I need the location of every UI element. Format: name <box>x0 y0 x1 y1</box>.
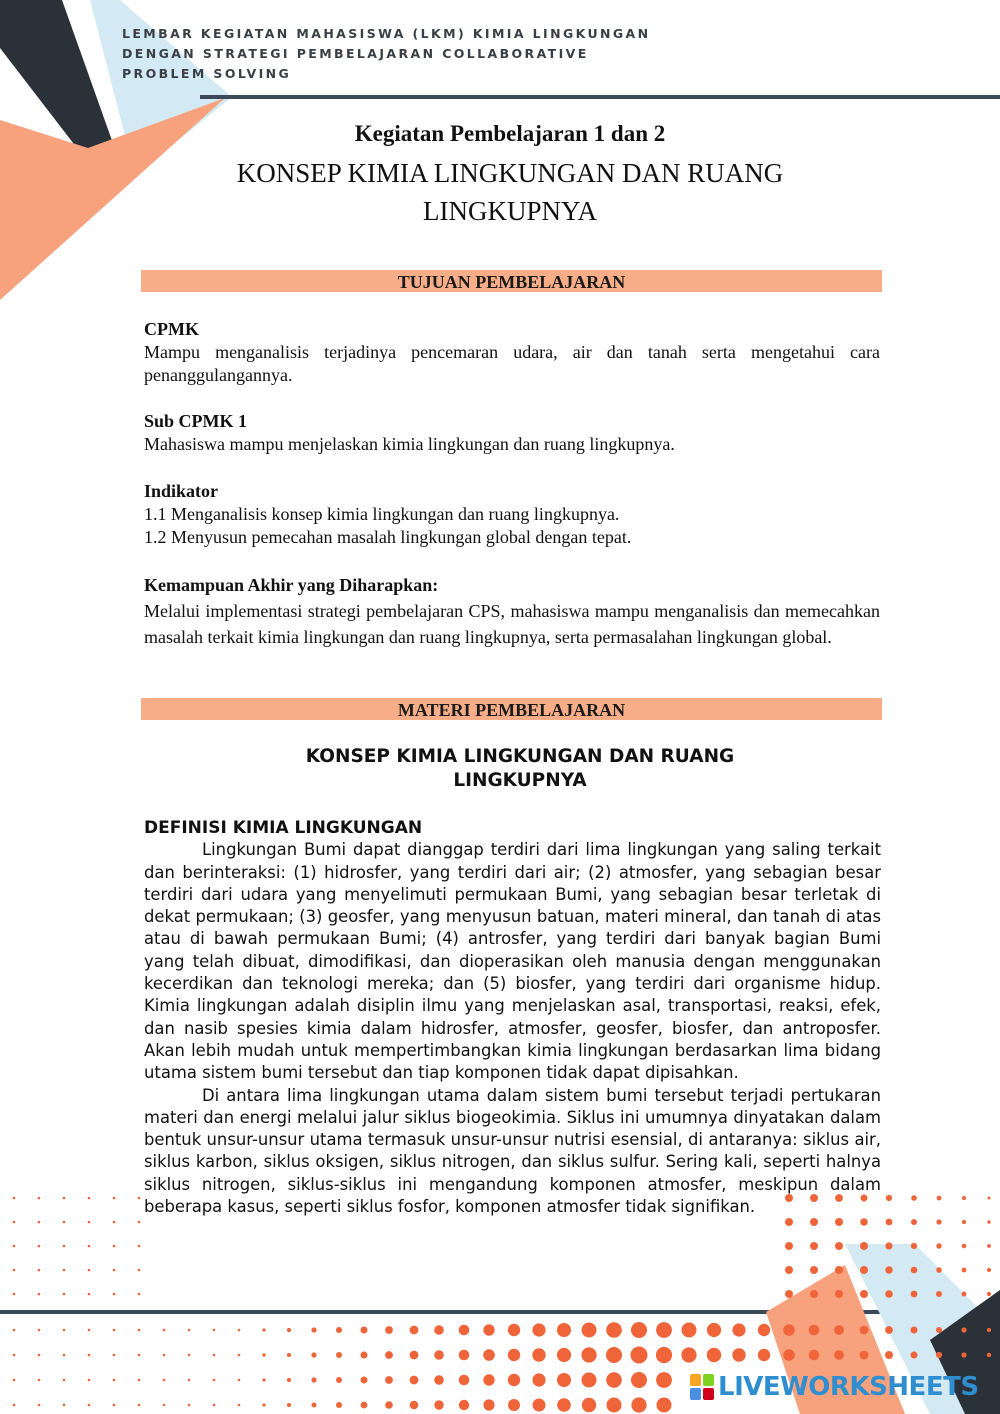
decorative-dot <box>113 1379 116 1382</box>
decorative-dot <box>557 1323 571 1337</box>
decorative-dot <box>63 1404 66 1407</box>
cpmk-label: CPMK <box>144 319 199 339</box>
decorative-dot <box>508 1399 520 1411</box>
liveworksheets-logo-icon <box>690 1374 714 1400</box>
decorative-dot <box>631 1372 647 1388</box>
decorative-dot <box>138 1329 141 1332</box>
decorative-dot <box>38 1354 41 1357</box>
decorative-dot <box>606 1372 622 1388</box>
decorative-dot <box>287 1328 291 1332</box>
decorative-dot <box>962 1220 966 1224</box>
decorative-dot <box>483 1349 495 1361</box>
document-header <box>122 24 651 84</box>
decorative-dot <box>434 1400 443 1409</box>
decorative-dot <box>238 1354 241 1357</box>
decorative-dot <box>911 1219 917 1225</box>
decorative-dot <box>459 1400 469 1410</box>
decorative-dot <box>163 1404 166 1407</box>
sub-cpmk-section <box>144 410 880 456</box>
watermark-text: LIVEWORKSHEETS <box>718 1372 979 1402</box>
decorative-dot <box>911 1195 917 1201</box>
decorative-dot <box>63 1293 66 1296</box>
decorative-dot <box>987 1328 991 1332</box>
decorative-dot <box>860 1266 868 1274</box>
decorative-dot <box>336 1402 342 1408</box>
kemampuan-section <box>144 572 880 650</box>
decorative-dot <box>385 1326 393 1334</box>
decorative-dot <box>287 1403 291 1407</box>
decorative-dot <box>885 1351 893 1359</box>
decorative-dot <box>961 1352 966 1357</box>
decorative-dot <box>483 1324 494 1335</box>
header-rule <box>200 95 1000 99</box>
decorative-dot <box>138 1404 141 1407</box>
definisi-label: DEFINISI KIMIA LINGKUNGAN <box>144 818 423 838</box>
header-line-3: PROBLEM SOLVING <box>122 66 292 81</box>
decorative-dot <box>860 1290 868 1298</box>
decorative-dot <box>311 1377 316 1382</box>
decorative-dot <box>88 1379 91 1382</box>
decorative-dot <box>410 1326 419 1335</box>
decorative-dot <box>936 1352 942 1358</box>
decorative-dot <box>38 1269 41 1272</box>
decorative-dot <box>606 1347 622 1363</box>
decorative-dot <box>656 1322 672 1338</box>
decorative-dot <box>38 1197 41 1200</box>
decorative-dot <box>262 1353 265 1356</box>
decorative-dot <box>13 1197 16 1200</box>
decorative-dot <box>459 1375 470 1386</box>
decorative-dot <box>113 1354 116 1357</box>
decorative-dot <box>385 1401 393 1409</box>
decorative-dot <box>886 1219 893 1226</box>
decorative-dot <box>213 1404 216 1407</box>
page-title-line-2: LINGKUPNYA <box>423 196 597 226</box>
decorative-dot <box>262 1378 265 1381</box>
decorative-dot <box>138 1197 141 1200</box>
decorative-dot <box>809 1325 820 1336</box>
cpmk-section <box>144 318 880 387</box>
decorative-dot <box>508 1349 520 1361</box>
decorative-dot <box>287 1353 291 1357</box>
decorative-dot <box>13 1404 16 1407</box>
decorative-dot <box>138 1293 141 1296</box>
decorative-dot <box>885 1326 893 1334</box>
decorative-dot <box>213 1354 216 1357</box>
decorative-dot <box>631 1347 648 1364</box>
decorative-dot <box>810 1218 818 1226</box>
decorative-dot <box>63 1269 66 1272</box>
decorative-dot <box>63 1329 66 1332</box>
decorative-dot <box>962 1292 967 1297</box>
definisi-paragraph-2: Di antara lima lingkungan utama dalam sistem bumi tersebut terjadi pertukaran materi dan energi melalui jalur siklus biogeokimia. Siklus ini umumnya dinyatakan dalam bentuk unsur-unsur utama termasuk unsur-unsur nutrisi esensial, di antaranya: siklus air, siklus karbon, siklus oksigen, siklus nitrogen, dan siklus sulfur. Sering kali, seperti halnya siklus nitrogen, siklus-siklus ini mengandung komponen atmosfer, meskipun dalam beberapa kasus, seperti siklus fosfor, komponen atmosfer tidak signifikan. <box>144 1085 881 1217</box>
decorative-dot <box>238 1329 241 1332</box>
decorative-dot <box>936 1291 942 1297</box>
materi-band: MATERI PEMBELAJARAN <box>141 698 882 720</box>
decorative-dot <box>88 1293 91 1296</box>
indikator-section <box>144 480 880 549</box>
decorative-dot <box>336 1352 342 1358</box>
decorative-dot <box>361 1377 368 1384</box>
decorative-dot <box>483 1399 494 1410</box>
decorative-dot <box>987 1220 990 1223</box>
decorative-dot <box>582 1323 597 1338</box>
decorative-dot <box>835 1242 843 1250</box>
decorative-dot <box>860 1326 869 1335</box>
decorative-dot <box>810 1242 818 1250</box>
decorative-dot <box>113 1197 116 1200</box>
decorative-dot <box>434 1350 444 1360</box>
decorative-dot <box>138 1269 141 1272</box>
decorative-dot <box>911 1243 917 1249</box>
decorative-dot <box>581 1347 596 1362</box>
decorative-dot <box>835 1266 843 1274</box>
decorative-dot <box>262 1403 265 1406</box>
decorative-dot <box>860 1351 869 1360</box>
decorative-dot <box>113 1221 116 1224</box>
decorative-dot <box>885 1290 893 1298</box>
decorative-dot <box>785 1290 793 1298</box>
decorative-dot <box>238 1404 241 1407</box>
decorative-dot <box>311 1352 316 1357</box>
sub-cpmk-text: Mahasiswa mampu menjelaskan kimia lingkungan dan ruang lingkupnya. <box>144 434 675 454</box>
decorative-dot <box>113 1293 116 1296</box>
decorative-dot <box>532 1323 545 1336</box>
decorative-dot <box>13 1329 16 1332</box>
cpmk-text: Mampu menganalisis terjadinya pencemaran udara, air dan tanah serta mengetahui cara penanggulangannya. <box>144 342 880 385</box>
indikator-item: 1.2 Menyusun pemecahan masalah lingkungan global dengan tepat. <box>144 527 632 547</box>
decorative-dot <box>88 1221 91 1224</box>
decorative-dot <box>434 1375 444 1385</box>
decorative-dot <box>810 1266 818 1274</box>
decorative-dot <box>758 1324 770 1336</box>
decorative-dot <box>13 1293 16 1296</box>
decorative-dot <box>38 1329 41 1332</box>
decorative-dot <box>38 1404 41 1407</box>
decorative-dot <box>656 1372 672 1388</box>
decorative-dot <box>262 1328 265 1331</box>
decorative-dot <box>936 1327 942 1333</box>
kemampuan-label: Kemampuan Akhir yang Diharapkan: <box>144 575 439 595</box>
decorative-dot <box>336 1377 342 1383</box>
decorative-dot <box>785 1266 793 1274</box>
decorative-dot <box>88 1354 91 1357</box>
decorative-dot <box>810 1290 818 1298</box>
decorative-dot <box>657 1398 672 1413</box>
decorative-dot <box>533 1399 546 1412</box>
decorative-dot <box>336 1327 342 1333</box>
decorative-dot <box>835 1290 843 1298</box>
materi-title-line-1: KONSEP KIMIA LINGKUNGAN DAN RUANG <box>305 746 735 767</box>
decorative-dot <box>13 1354 16 1357</box>
title-block <box>200 118 820 230</box>
decorative-dot <box>213 1329 216 1332</box>
decorative-dot <box>732 1348 745 1361</box>
decorative-dot <box>936 1219 941 1224</box>
decorative-dot <box>361 1352 368 1359</box>
decorative-dot <box>38 1221 41 1224</box>
decorative-dot <box>987 1268 991 1272</box>
decorative-dot <box>38 1379 41 1382</box>
decorative-dot <box>557 1348 571 1362</box>
decorative-dot <box>163 1379 166 1382</box>
sub-cpmk-label: Sub CPMK 1 <box>144 411 248 431</box>
decorative-dot <box>88 1197 91 1200</box>
decorative-dot <box>63 1221 66 1224</box>
decorative-dot <box>13 1379 16 1382</box>
decorative-dot <box>607 1398 622 1413</box>
tujuan-band: TUJUAN PEMBELAJARAN <box>141 270 882 292</box>
decorative-dot <box>631 1322 647 1338</box>
decorative-dot <box>860 1218 868 1226</box>
activity-subtitle: Kegiatan Pembelajaran 1 dan 2 <box>354 121 666 146</box>
decorative-dot <box>188 1329 191 1332</box>
decorative-dot <box>88 1245 91 1248</box>
decorative-dot <box>508 1374 520 1386</box>
decorative-dot <box>557 1373 571 1387</box>
decorative-dot <box>937 1196 942 1201</box>
decorative-dot <box>188 1404 191 1407</box>
decorative-dot <box>962 1196 966 1200</box>
indikator-item: 1.1 Menganalisis konsep kimia lingkungan dan ruang lingkupnya. <box>144 504 620 524</box>
decorative-dot <box>138 1245 141 1248</box>
decorative-dot <box>582 1398 596 1412</box>
decorative-dot <box>809 1350 820 1361</box>
decorative-dot <box>682 1323 697 1338</box>
decorative-dot <box>410 1401 419 1410</box>
decorative-dot <box>311 1327 316 1332</box>
indikator-label: Indikator <box>144 481 219 501</box>
decorative-dot <box>962 1268 967 1273</box>
decorative-dot <box>988 1197 991 1200</box>
decorative-dot <box>113 1329 116 1332</box>
decorative-dot <box>38 1293 41 1296</box>
decorative-dot <box>785 1218 793 1226</box>
decorative-dot <box>886 1195 892 1201</box>
decorative-dot <box>732 1323 745 1336</box>
decorative-dot <box>911 1327 918 1334</box>
decorative-dot <box>707 1348 721 1362</box>
decorative-dot <box>961 1327 966 1332</box>
decorative-dot <box>785 1242 793 1250</box>
decorative-dot <box>63 1197 66 1200</box>
decorative-dot <box>885 1242 892 1249</box>
decorative-dot <box>138 1354 141 1357</box>
decorative-dot <box>410 1376 419 1385</box>
decorative-dot <box>163 1354 166 1357</box>
decorative-dot <box>606 1322 622 1338</box>
decorative-dot <box>987 1244 991 1248</box>
decorative-dot <box>188 1379 191 1382</box>
decorative-dot <box>459 1325 470 1336</box>
decorative-dot <box>287 1378 291 1382</box>
decorative-dot <box>582 1373 597 1388</box>
decorative-dot <box>758 1349 770 1361</box>
decorative-dot <box>656 1347 672 1363</box>
liveworksheets-watermark <box>690 1372 979 1402</box>
decorative-dot <box>783 1324 795 1336</box>
header-line-2: DENGAN STRATEGI PEMBELAJARAN COLLABORATIVE <box>122 46 589 61</box>
decorative-dot <box>483 1374 494 1385</box>
decorative-dot <box>361 1402 368 1409</box>
decorative-dot <box>962 1244 967 1249</box>
decorative-dot <box>532 1348 545 1361</box>
decorative-dot <box>911 1291 918 1298</box>
decorative-dot <box>312 1403 317 1408</box>
decorative-dot <box>63 1245 66 1248</box>
decorative-dot <box>113 1404 116 1407</box>
definisi-paragraph-1: Lingkungan Bumi dapat dianggap terdiri dari lima lingkungan yang saling terkait dan berinteraksi: (1) hidrosfer, yang terdiri dari air; (2) atmosfer, yang sebagian besar terdiri dari udara yang menyelimuti permukaan Bumi, yang sebagian besar terletak di dekat permukaan; (3) geosfer, yang menyusun batuan, materi mineral, dan tanah di atas atau di bawah permukaan Bumi; (4) antrosfer, yang terdiri dari banyak bagian Bumi yang telah dibuat, dimodifikasi, dan dioperasikan oleh manusia dengan menggunakan kecerdikan dan teknologi mereka; dan (5) biosfer, yang terdiri dari organisme hidup. Kimia lingkungan adalah disiplin ilmu yang menjelaskan asal, transportasi, reaksi, efek, dan nasib spesies kimia dalam hidrosfer, atmosfer, geosfer, biosfer, dan antroposfer. Akan lebih mudah untuk mempertimbangkan kimia lingkungan berdasarkan lima bidang utama sistem bumi tersebut dan tiap komponen tidak dapat dipisahkan. <box>144 840 881 1083</box>
decorative-dot <box>707 1323 721 1337</box>
decorative-dot <box>385 1376 393 1384</box>
decorative-dot <box>532 1373 545 1386</box>
decorative-dot <box>213 1379 216 1382</box>
decorative-dot <box>911 1352 918 1359</box>
page-title-line-1: KONSEP KIMIA LINGKUNGAN DAN RUANG <box>236 158 784 188</box>
decorative-dot <box>508 1324 520 1336</box>
decorative-dot <box>834 1325 844 1335</box>
decorative-dot <box>385 1351 393 1359</box>
decorative-dot <box>681 1347 696 1362</box>
decorative-dot <box>911 1267 918 1274</box>
decorative-dot <box>88 1269 91 1272</box>
decorative-dot <box>138 1221 141 1224</box>
decorative-dot <box>113 1269 116 1272</box>
materi-title-line-2: LINGKUPNYA <box>453 770 587 791</box>
decorative-dot <box>13 1221 16 1224</box>
decorative-dot <box>188 1354 191 1357</box>
decorative-dot <box>936 1267 942 1273</box>
decorative-dot <box>783 1349 795 1361</box>
decorative-dot <box>434 1325 444 1335</box>
decorative-dot <box>238 1379 241 1382</box>
decorative-dot <box>138 1379 141 1382</box>
materi-title <box>220 745 820 793</box>
kemampuan-text: Melalui implementasi strategi pembelajaran CPS, mahasiswa mampu menganalisis dan memecahkan masalah terkait kimia lingkungan dan ruang lingkupnya, serta permasalahan lingkungan global. <box>144 601 880 647</box>
decorative-dot <box>987 1353 991 1357</box>
decorative-dot <box>163 1329 166 1332</box>
decorative-dot <box>361 1327 368 1334</box>
decorative-dot <box>88 1404 91 1407</box>
decorative-dot <box>410 1351 419 1360</box>
decorative-dot <box>459 1350 470 1361</box>
decorative-dot <box>13 1269 16 1272</box>
decorative-dot <box>835 1218 843 1226</box>
decorative-dot <box>63 1379 66 1382</box>
decorative-dot <box>631 1397 646 1412</box>
decorative-dot <box>113 1245 116 1248</box>
decorative-dot <box>834 1350 844 1360</box>
decorative-dot <box>88 1329 91 1332</box>
decorative-dot <box>38 1245 41 1248</box>
decorative-dot <box>987 1292 991 1296</box>
decorative-dot <box>885 1266 892 1273</box>
decorative-dot <box>936 1243 941 1248</box>
decorative-dot <box>13 1245 16 1248</box>
header-line-1: LEMBAR KEGIATAN MAHASISWA (LKM) KIMIA LINGKUNGAN <box>122 26 651 41</box>
decorative-dot <box>860 1242 868 1250</box>
decorative-dot <box>63 1354 66 1357</box>
definisi-section <box>144 817 881 1218</box>
decorative-dot <box>557 1398 571 1412</box>
